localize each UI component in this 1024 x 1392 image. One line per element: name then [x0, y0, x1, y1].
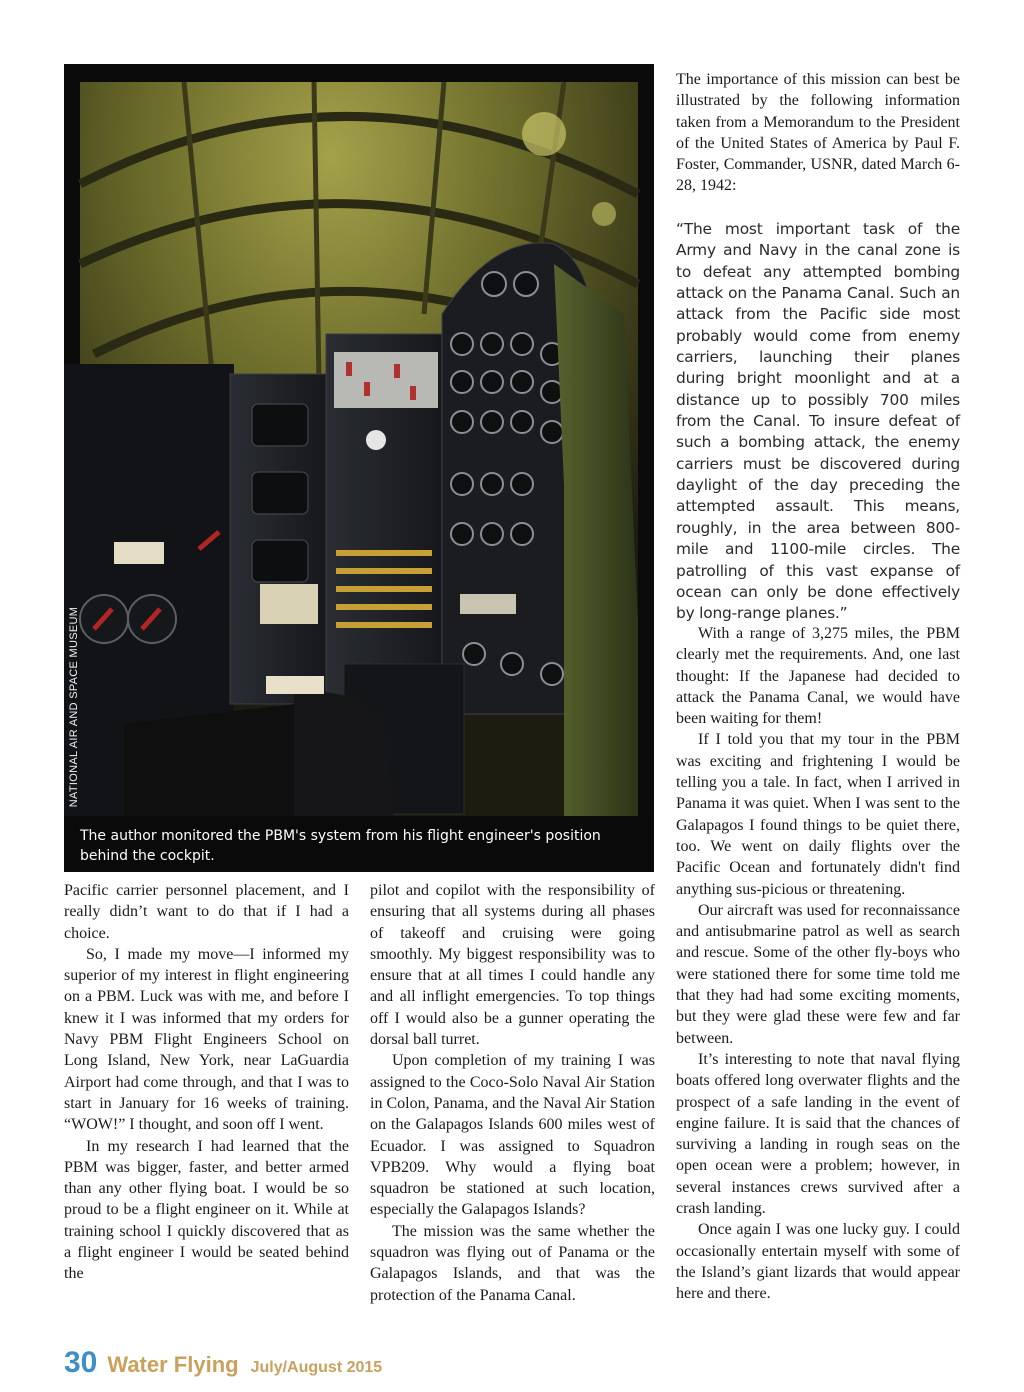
paragraph: pilot and copilot with the responsibility of ensuring that all systems during all phases of takeoff and cruising were going smoothly. My biggest responsibility was to ensure that at all times I could handle any and all inflight emergencies. To top things off I would also be a gunner operating the dorsal ball turret. — [370, 882, 655, 1049]
page-footer — [64, 1346, 382, 1386]
column-left — [64, 880, 349, 1285]
paragraph: Pacific carrier personnel placement, and I really didn’t want to do that if I had a choice. — [64, 882, 349, 942]
paragraph: The mission was the same whether the squadron was flying out of Panama or the Galapagos Islands, and that was the protection of the Panama Canal. — [370, 1222, 655, 1304]
column-middle — [370, 880, 655, 1306]
paragraph: In my research I had learned that the PBM was bigger, faster, and better armed than any other flying boat. I would be so proud to be a flight engineer on it. While at training school I quickly discovered that as a flight engineer I would be seated behind the — [64, 1137, 349, 1283]
paragraph: Our aircraft was used for reconnaissance and antisubmarine patrol as well as search and rescue. Some of the other fly-boys who were stationed there for some time told me that they had had some exciting moments, but they were glad these were few and far between. — [676, 901, 960, 1047]
photo-caption: The author monitored the PBM's system from his flight engineer's position behind the cockpit. — [80, 828, 601, 864]
photo-credit — [66, 600, 82, 814]
column-right-intro — [676, 69, 960, 197]
cockpit-photo — [64, 64, 654, 872]
memorandum-quote: “The most important task of the Army and Navy in the canal zone is to defeat any attempted bombing attack on the Panama Canal. Such an attack from the Pacific side most probably would come from enemy carriers, launching their planes during bright moonlight and at a distance up to possibly 700 miles from the Canal. To insure defeat of such a bombing attack, the enemy carriers must be discovered during daylight of the day preceding the attempted assault. This means, roughly, in the area between 800-mile and 1100-mile circles. The patrolling of this vast expanse of ocean can only be done effectively by long-range planes.” — [676, 220, 960, 623]
page-number: 30 — [64, 1346, 98, 1379]
magazine-title: Water Flying — [107, 1352, 239, 1377]
flight-engineer-station-illustration — [64, 64, 654, 872]
paragraph: Once again I was one lucky guy. I could occasionally entertain myself with some of the Island’s giant lizards that would appear here and there. — [676, 1221, 960, 1303]
paragraph: If I told you that my tour in the PBM was exciting and frightening I would be telling you a tale. In fact, when I arrived in Panama it was quiet. When I was sent to the Galapagos I found things to be quiet there, too. We went on daily flights over the Pacific Ocean and fortunately didn't find anything sus-picious or threatening. — [676, 731, 960, 898]
photo-credit-text: NATIONAL AIR AND SPACE MUSEUM — [68, 606, 80, 808]
issue-date: July/August 2015 — [250, 1359, 383, 1376]
paragraph: The importance of this mission can best be illustrated by the following information taken from a Memorandum to the President of the United States of America by Paul F. Foster, Commander, USNR, dated March 6-28, 1942: — [676, 71, 960, 195]
paragraph: So, I made my move—I informed my superior of my interest in flight engineering on a PBM. Luck was with me, and before I knew it I was informed that my orders for Navy PBM Flight Engineers School on Long Island, New York, near LaGuardia Airport had come through, and that I was to start in January for 16 weeks of training. “WOW!” I thought, and soon off I went. — [64, 945, 349, 1134]
paragraph: Upon completion of my training I was assigned to the Coco-Solo Naval Air Station in Colon, Panama, and the Naval Air Station on the Galapagos Islands 600 miles west of Ecuador. I was assigned to Squadron VPB209. Why would a flying boat squadron be stationed at such location, especially the Galapagos Islands? — [370, 1052, 655, 1219]
paragraph: It’s interesting to note that naval flying boats offered long overwater flights and the prospect of a safe landing in the event of engine failure. It is said that the chances of surviving a landing in rough seas on the open ocean were a problem; however, in several instances crews survived after a crash landing. — [676, 1050, 960, 1218]
paragraph: With a range of 3,275 miles, the PBM clearly met the requirements. And, one last thought: If the Japanese had decided to attack the Panama Canal, we would have been waiting for them! — [676, 625, 960, 728]
column-right — [676, 623, 960, 1305]
